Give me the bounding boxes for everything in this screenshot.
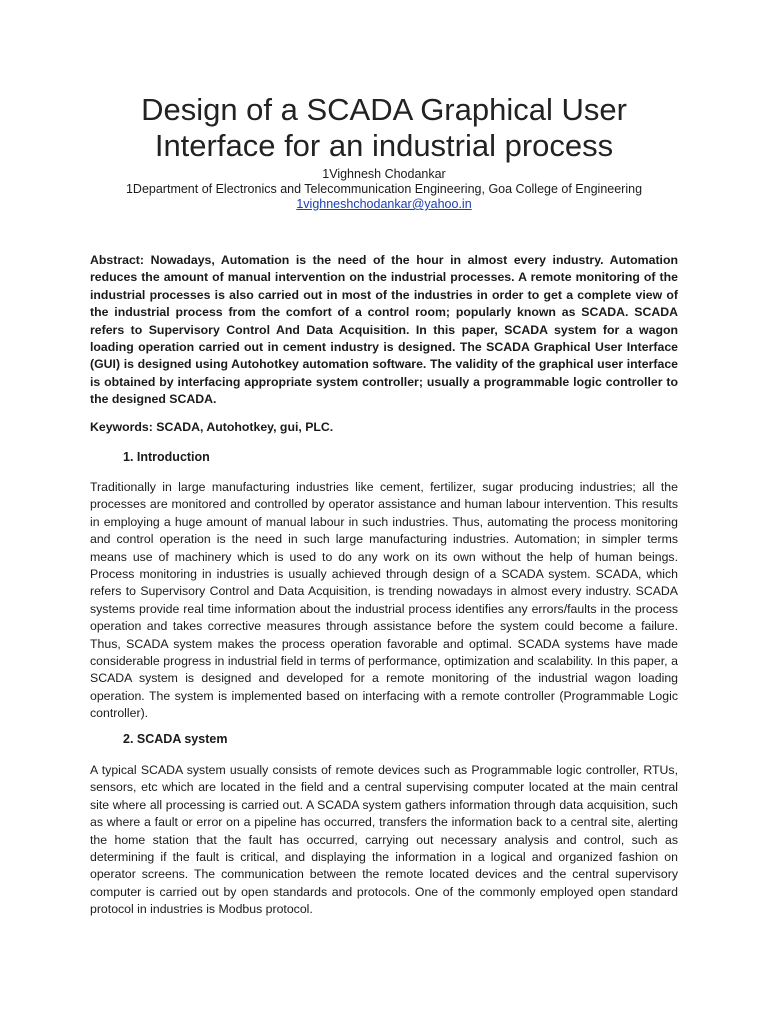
author-email-link[interactable]: 1vighneshchodankar@yahoo.in bbox=[296, 197, 472, 211]
author-name: 1Vighnesh Chodankar bbox=[322, 167, 446, 181]
paper-title-line-2: Interface for an industrial process bbox=[154, 128, 614, 163]
scada-system-paragraph: A typical SCADA system usually consists of remote devices such as Programmable logic controller, RTUs, sensors, etc which are located in the field and a central supervising computer located at the main central site where all processing is carried out. A SCADA system gathers information through data acquisition, such as where a fault or error on a pipeline has occurred, transfers the information back to a central site, alerting the home station that the fault has occurred, carrying out necessary analysis and control, such as determining if the fault is critical, and displaying the information in a logical and organized fashion on operator screens. The communication between the remote located devices and the central supervisory computer is carried out by open standards and protocols. One of the commonly employed open standard protocol in industries is Modbus protocol. bbox=[90, 763, 678, 917]
abstract: Abstract: Nowadays, Automation is the need of the hour in almost every industry. Automation reduces the amount of manual intervention on the industrial processes. A remote monitoring of the industrial processes is also carried out in most of the industries in order to get a complete view of the industrial process from the comfort of a control room; popularly known as SCADA. SCADA refers to Supervisory Control And Data Acquisition. In this paper, SCADA system for a wagon loading operation carried out in cement industry is designed. The SCADA Graphical User Interface (GUI) is designed using Autohotkey automation software. The validity of the graphical user interface is obtained by interfacing appropriate system controller; usually a programmable logic controller to the designed SCADA. bbox=[90, 253, 678, 407]
author-affiliation: 1Department of Electronics and Telecommunication Engineering, Goa College of Engineering bbox=[125, 182, 643, 196]
paper-title-line-1: Design of a SCADA Graphical User bbox=[141, 92, 627, 127]
keywords: Keywords: SCADA, Autohotkey, gui, PLC. bbox=[90, 420, 334, 434]
introduction-paragraph: Traditionally in large manufacturing industries like cement, fertilizer, sugar producing industries; all the processes are monitored and controlled by operator assistance and human labour intervention. This results in employing a huge amount of manual labour in such industries. Thus, automating the process monitoring and control operation is the need in such large manufacturing industries. Automation; in simpler terms means use of machinery which is used to do any work on its own without the help of human beings. Process monitoring in industries is usually achieved through design of a SCADA system. SCADA, which refers to Supervisory Control and Data Acquisition, is trending nowadays in almost every industry. SCADA systems provide real time information about the industrial process identifies any errors/faults in the process operation and takes corrective measures through assistance before the system could become a failure. Thus, SCADA system makes the process operation favorable and optimal. SCADA systems have made considerable progress in industrial field in terms of performance, optimization and scalability. In this paper, a SCADA system is designed and developed for a remote monitoring of the industrial wagon loading operation. The system is implemented based on interfacing with a remote controller (Programmable Logic controller). bbox=[90, 480, 678, 721]
paper-title bbox=[60, 92, 708, 164]
section-heading-introduction: 1. Introduction bbox=[123, 450, 210, 464]
section-heading-scada-system: 2. SCADA system bbox=[123, 732, 228, 746]
